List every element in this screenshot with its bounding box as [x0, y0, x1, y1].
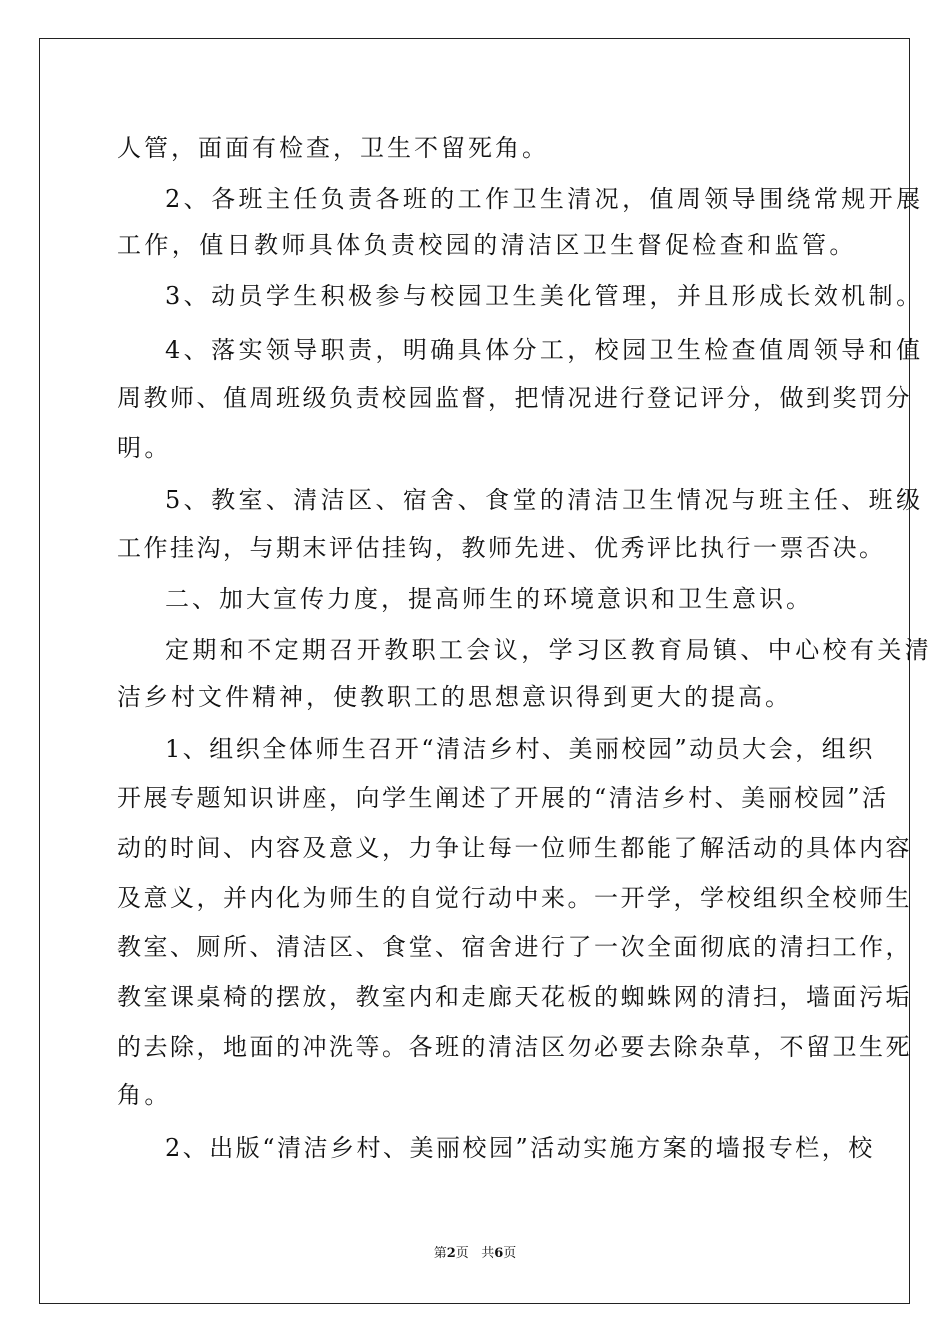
- page-suffix: 页: [455, 1246, 469, 1261]
- text-line: 教室、厕所、清洁区、食堂、宿舍进行了一次全面彻底的清扫工作，: [117, 933, 912, 961]
- text-line: 定期和不定期召开教职工会议，学习区教育局镇、中心校有关清: [165, 636, 933, 664]
- text-line: 明。: [117, 434, 172, 462]
- text-line: 二、加大宣传力度，提高师生的环境意识和卫生意识。: [165, 585, 813, 613]
- text-line: 周教师、值周班级负责校园监督，把情况进行登记评分，做到奖罚分: [117, 384, 912, 412]
- page-footer: [0, 1247, 950, 1261]
- text-line: 的去除，地面的冲洗等。各班的清洁区勿必要去除杂草，不留卫生死: [117, 1033, 912, 1061]
- text-line: 3、动员学生积极参与校园卫生美化管理，并且形成长效机制。: [165, 282, 924, 310]
- text-line: 工作挂沟，与期末评估挂钩，教师先进、优秀评比执行一票否决。: [117, 534, 886, 562]
- text-line: 4、落实领导职责，明确具体分工，校园卫生检查值周领导和值: [165, 336, 924, 364]
- page-prefix: 第: [433, 1246, 447, 1261]
- text-line: 教室课桌椅的摆放，教室内和走廊天花板的蜘蛛网的清扫，墙面污垢: [117, 983, 912, 1011]
- text-line: 开展专题知识讲座，向学生阐述了开展的“清洁乡村、美丽校园”活: [117, 784, 889, 812]
- text-line: 2、各班主任负责各班的工作卫生清况，值周领导围绕常规开展: [165, 185, 924, 213]
- text-line: 人管，面面有检查，卫生不留死角。: [117, 134, 549, 162]
- text-line: 2、出版“清洁乡村、美丽校园”活动实施方案的墙报专栏，校: [165, 1134, 875, 1162]
- total-pages: 6: [494, 1246, 504, 1261]
- total-prefix: 共: [481, 1246, 495, 1261]
- page-border: [39, 38, 910, 1304]
- page-number: 2: [446, 1246, 456, 1261]
- total-suffix: 页: [503, 1246, 517, 1261]
- text-line: 角。: [117, 1081, 172, 1109]
- text-line: 洁乡村文件精神，使教职工的思想意识得到更大的提高。: [117, 683, 792, 711]
- text-line: 及意义，并内化为师生的自觉行动中来。一开学，学校组织全校师生: [117, 884, 912, 912]
- text-line: 工作，值日教师具体负责校园的清洁区卫生督促检查和监管。: [117, 231, 857, 259]
- text-line: 动的时间、内容及意义，力争让每一位师生都能了解活动的具体内容: [117, 834, 912, 862]
- text-line: 1、组织全体师生召开“清洁乡村、美丽校园”动员大会，组织: [165, 735, 875, 763]
- text-line: 5、教室、清洁区、宿舍、食堂的清洁卫生情况与班主任、班级: [165, 486, 924, 514]
